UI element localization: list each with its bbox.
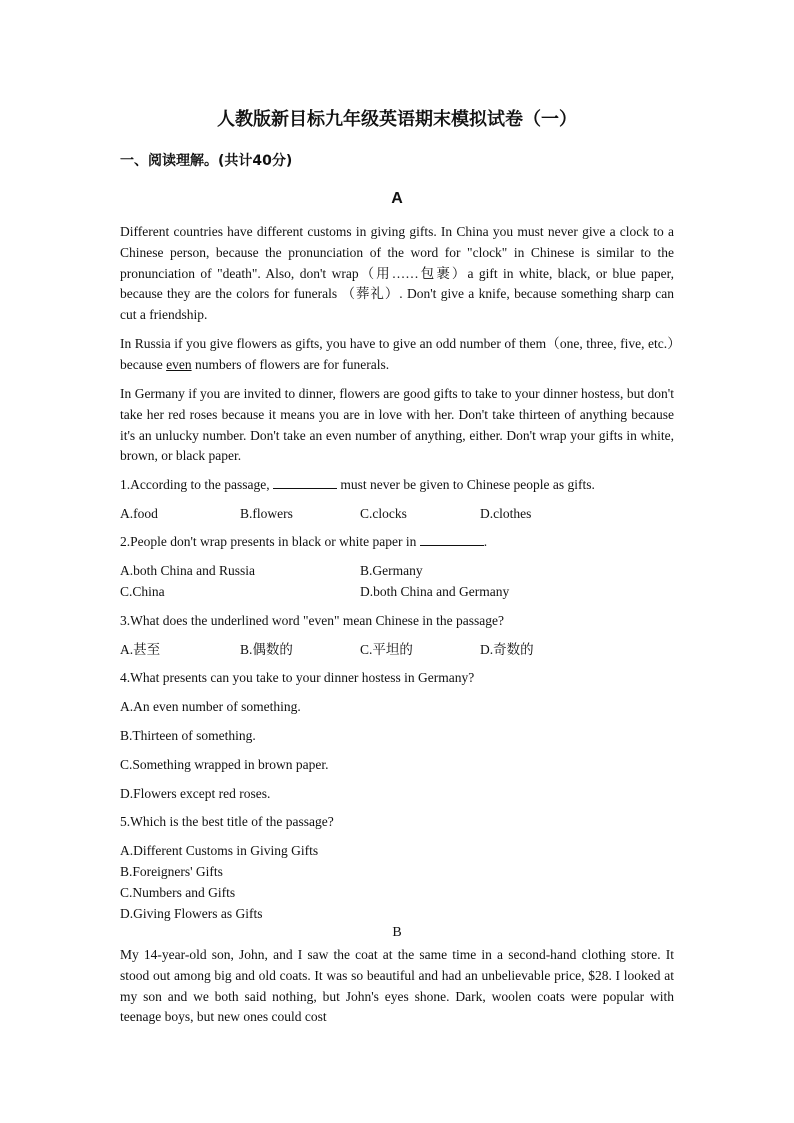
option-b: B.Germany — [360, 563, 423, 578]
question-3: 3.What does the underlined word "even" mean Chinese in the passage? — [120, 613, 505, 628]
underlined-word: even — [166, 356, 192, 372]
passage-b-paragraph-1: My 14-year-old son, John, and I saw the coat at the same time in a second-hand clothing store. It stood out among big and old coats. It was so beautiful and had an unbelievable price, $28. I looked at my son and we both said nothing, but John's eyes shone. Dark, woolen coats were popular with teenage boys, but new ones could cost — [120, 947, 674, 1025]
passage-a-paragraph-1: Different countries have different customs in giving gifts. In China you must never give a clock to a Chinese person, because the pronunciation of the word for "clock" in Chinese is similar to the pronunciation of "death". Also, don't wrap（用……包裹）a gift in white, black, or blue paper, because they are the colors for funerals （葬礼）. Don't give a knife, because something sharp can cut a friendship. — [120, 224, 674, 323]
option-b: B.flowers — [240, 506, 293, 521]
option-d: D.both China and Germany — [360, 584, 510, 599]
option-c: C.China — [120, 584, 165, 599]
option-a: A.Different Customs in Giving Gifts — [120, 843, 319, 858]
option-a: A.food — [120, 506, 158, 521]
question-text: 1.According to the passage, — [120, 477, 273, 492]
option-d: D.Flowers except red roses. — [120, 786, 271, 801]
passage-a-paragraph-2 — [120, 334, 674, 376]
option-a: A.甚至 — [120, 642, 161, 657]
paragraph-text: numbers of flowers are for funerals. — [191, 356, 390, 372]
question-text: must never be given to Chinese people as gifts. — [336, 477, 595, 492]
question-4: 4.What presents can you take to your dinner hostess in Germany? — [120, 670, 475, 685]
option-a: A.both China and Russia — [120, 563, 255, 578]
option-b: B.Thirteen of something. — [120, 728, 256, 743]
question-5: 5.Which is the best title of the passage? — [120, 814, 334, 829]
passage-a-label: A — [391, 190, 403, 207]
page-title: 人教版新目标九年级英语期末模拟试卷（一） — [217, 109, 577, 130]
question-text: 2.People don't wrap presents in black or white paper in — [120, 534, 420, 549]
answer-blank — [273, 476, 337, 489]
option-d: D.奇数的 — [480, 642, 534, 657]
section-heading: 一、阅读理解。(共计40分) — [120, 153, 293, 169]
option-c: C.平坦的 — [360, 642, 413, 657]
option-d: D.clothes — [480, 506, 532, 521]
option-b: B.Foreigners' Gifts — [120, 864, 223, 879]
passage-a-paragraph-3: In Germany if you are invited to dinner, flowers are good gifts to take to your dinner hostess, but don't take her red roses because it means you are in love with her. Don't take thirteen of anything because it's an unlucky number. Don't take an even number of anything, either. Don't wrap your gifts in white, brown, or black paper. — [120, 386, 674, 464]
option-a: A.An even number of something. — [120, 699, 301, 714]
question-2 — [120, 532, 674, 552]
option-c: C.clocks — [360, 506, 407, 521]
paragraph-text: In Russia if you give flowers as gifts, you have to give an odd number of them（one, three, five, etc.）because — [120, 336, 674, 372]
answer-blank — [420, 533, 484, 546]
option-d: D.Giving Flowers as Gifts — [120, 906, 263, 921]
question-text: . — [483, 534, 488, 549]
passage-b-label: B — [392, 925, 402, 940]
option-c: C.Something wrapped in brown paper. — [120, 757, 329, 772]
question-1 — [120, 475, 674, 495]
option-c: C.Numbers and Gifts — [120, 885, 236, 900]
option-b: B.偶数的 — [240, 642, 293, 657]
